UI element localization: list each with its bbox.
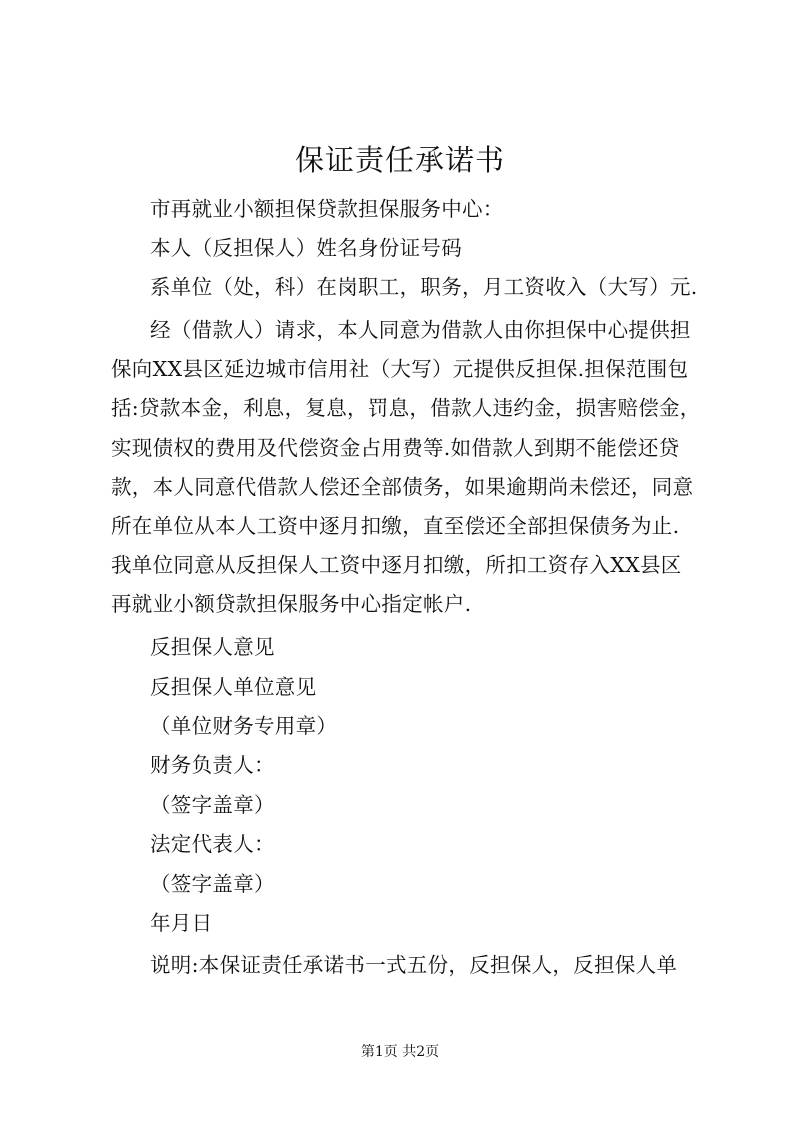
addressee-line: 市再就业小额担保贷款担保服务中心： bbox=[150, 197, 504, 221]
body-paragraph-line: 经（借款人）请求，本人同意为借款人由你担保中心提供担 bbox=[150, 318, 691, 342]
guarantor-info-line: 本人（反担保人）姓名身份证号码 bbox=[150, 236, 462, 260]
guarantor-unit-opinion-label: 反担保人单位意见 bbox=[150, 675, 317, 699]
note-line: 说明:本保证责任承诺书一式五份，反担保人，反担保人单 bbox=[150, 953, 678, 977]
page-number: 第1页 共2页 bbox=[360, 1044, 440, 1060]
guarantor-opinion-label: 反担保人意见 bbox=[150, 635, 275, 659]
legal-representative-label: 法定代表人： bbox=[150, 832, 275, 856]
body-paragraph-line: 我单位同意从反担保人工资中逐月扣缴，所扣工资存入XX县区 bbox=[111, 553, 682, 577]
document-title: 保证责任承诺书 bbox=[294, 143, 505, 177]
date-label: 年月日 bbox=[150, 911, 213, 935]
body-paragraph-line: 所在单位从本人工资中逐月扣缴，直至偿还全部担保债务为止. bbox=[111, 514, 680, 538]
body-paragraph-line: 保向XX县区延边城市信用社（大写）元提供反担保.担保范围包 bbox=[111, 357, 689, 381]
finance-head-label: 财务负责人： bbox=[150, 753, 275, 777]
body-paragraph-line: 再就业小额贷款担保服务中心指定帐户. bbox=[111, 592, 472, 616]
body-paragraph-line: 括:贷款本金，利息，复息，罚息，借款人违约金，损害赔偿金， bbox=[111, 396, 701, 420]
body-paragraph-line: 实现债权的费用及代偿资金占用费等.如借款人到期不能偿还贷 bbox=[111, 436, 680, 460]
finance-seal-label: （单位财务专用章） bbox=[150, 714, 338, 738]
signature-seal-label: （签字盖章） bbox=[150, 872, 275, 896]
employment-info-line: 系单位（处，科）在岗职工，职务，月工资收入（大写）元. bbox=[150, 275, 698, 299]
body-paragraph-line: 款，本人同意代借款人偿还全部债务，如果逾期尚未偿还，同意 bbox=[111, 475, 694, 499]
signature-seal-label: （签字盖章） bbox=[150, 793, 275, 817]
